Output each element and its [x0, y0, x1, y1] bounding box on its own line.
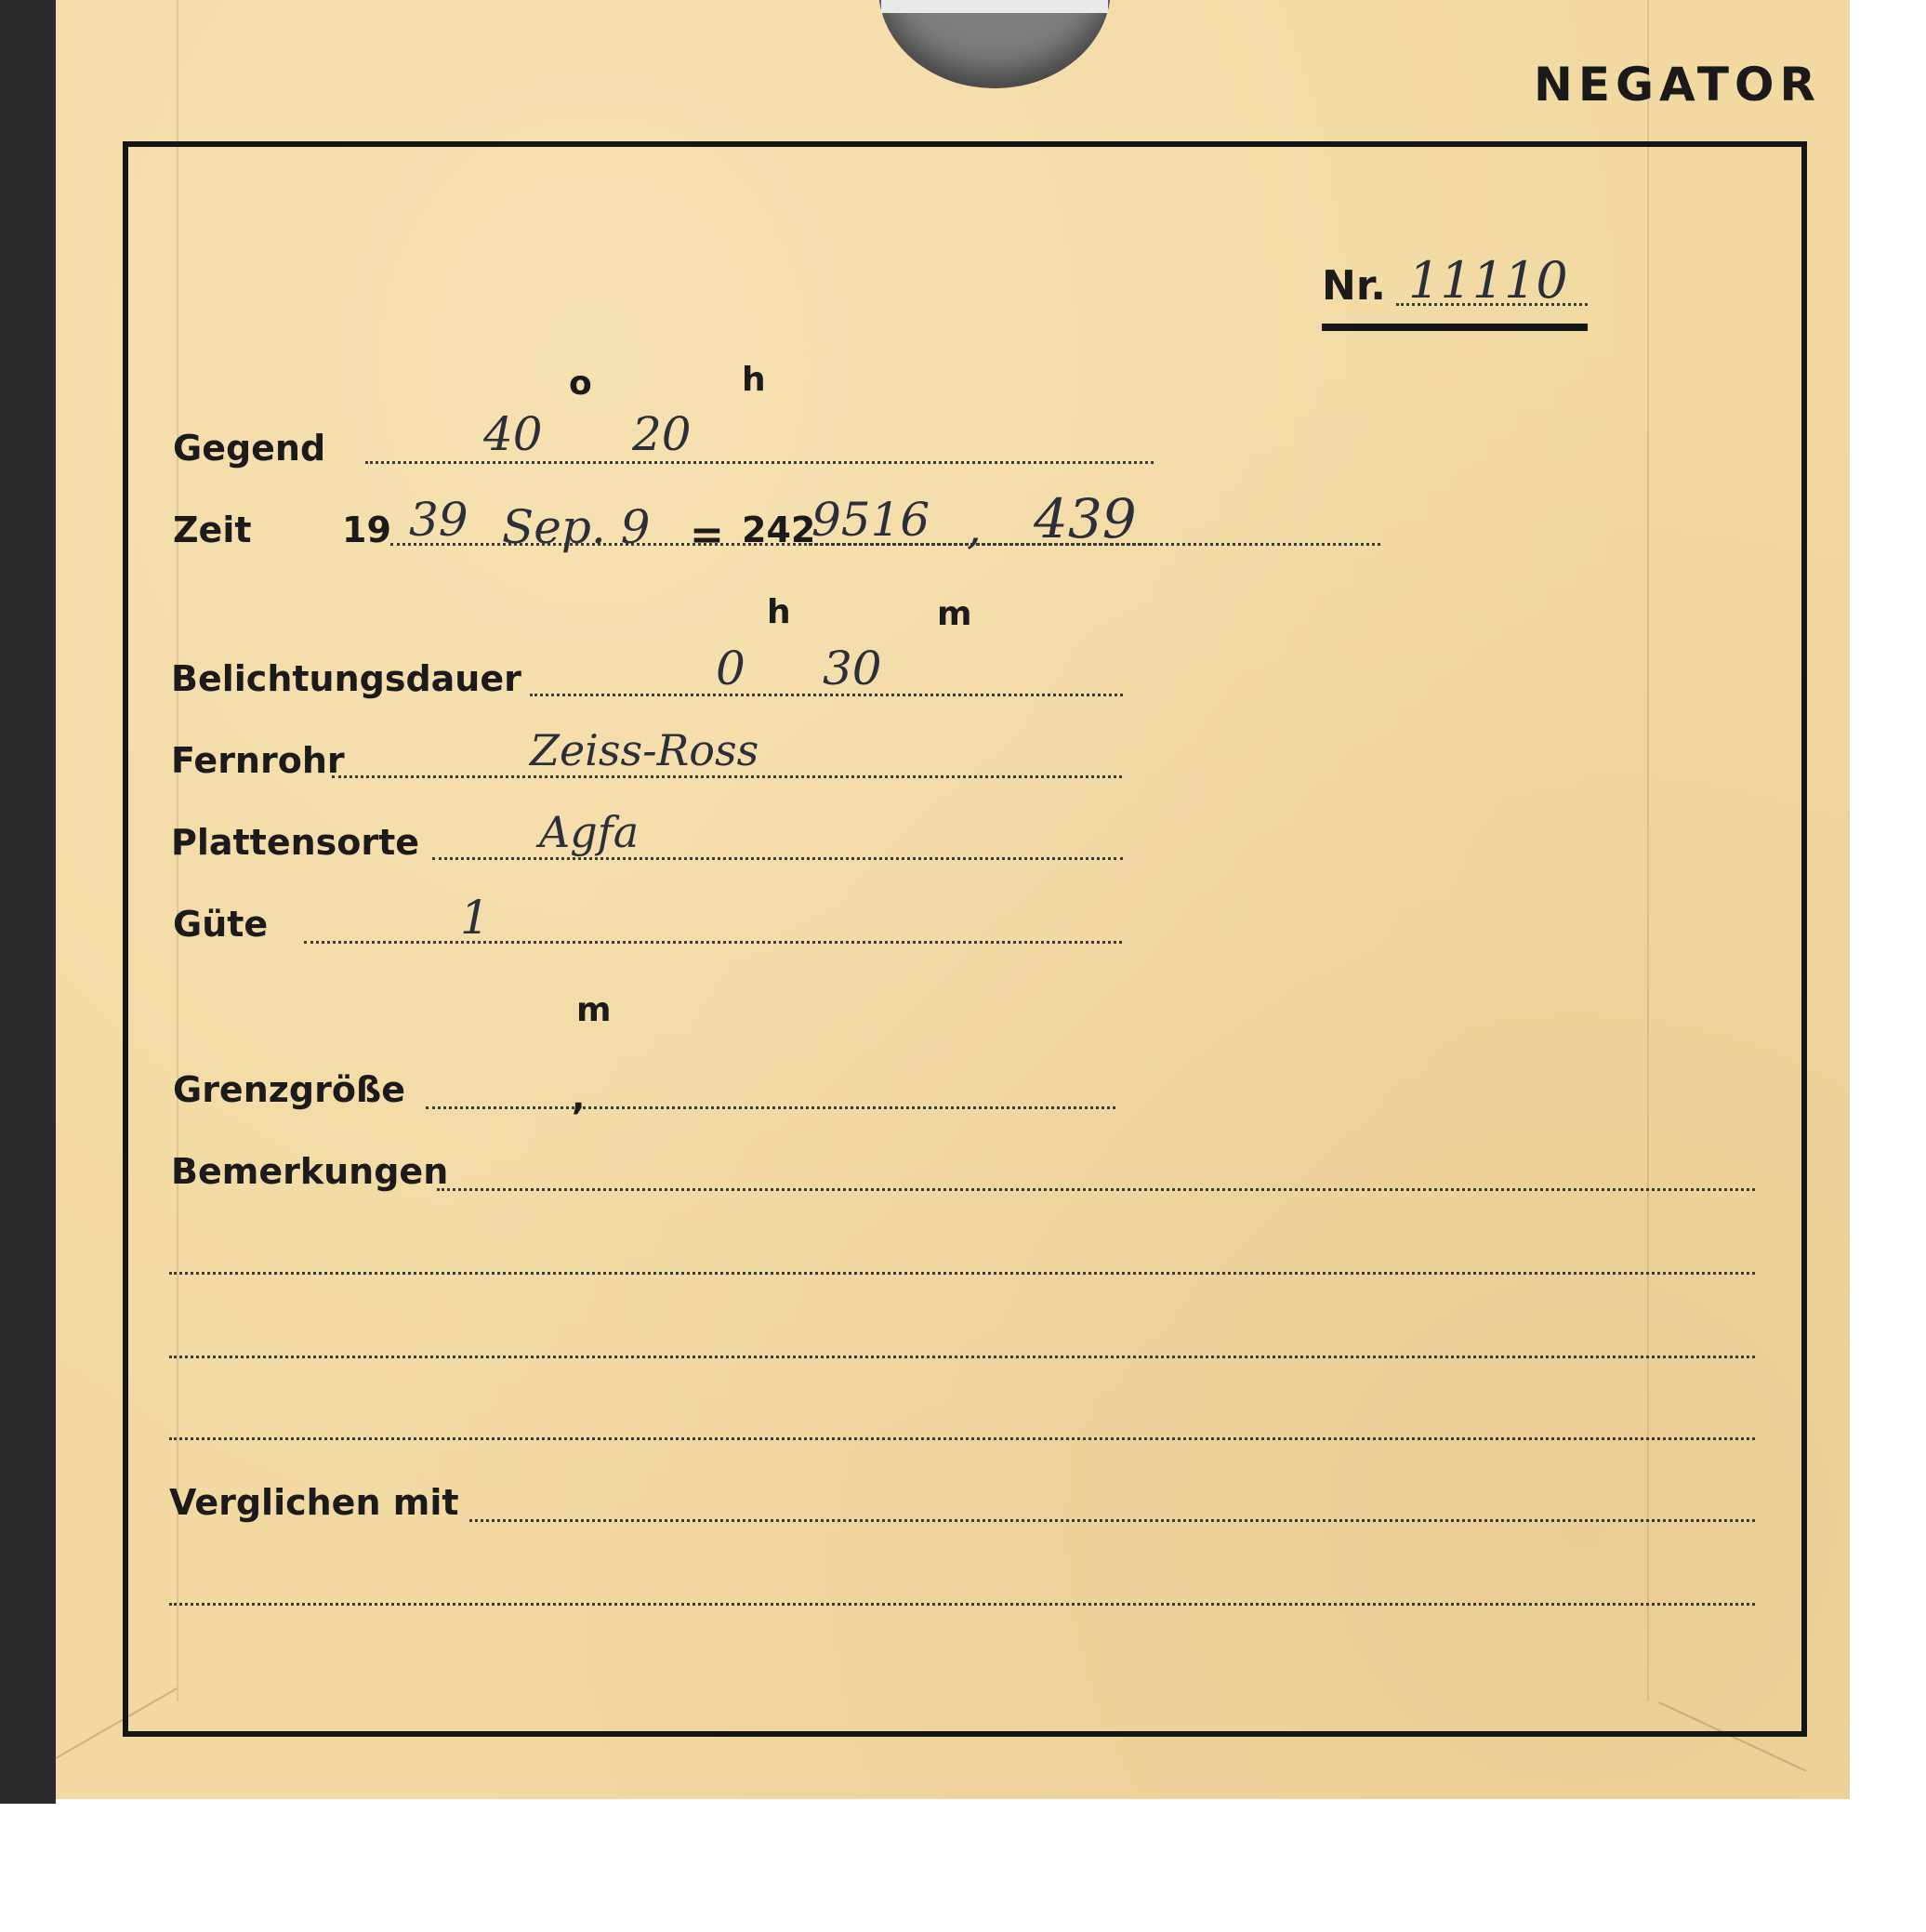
bemerkungen-line-1 — [437, 1188, 1755, 1191]
grenz-unit-m: m — [576, 991, 612, 1029]
zeit-date: Sep. 9 — [502, 500, 651, 554]
gegend-value-deg: 40 — [483, 407, 543, 461]
grenz-comma: , — [572, 1077, 586, 1118]
verglichen-line-2 — [169, 1603, 1755, 1606]
number-label: Nr. — [1322, 262, 1386, 310]
bemerkungen-label: Bemerkungen — [171, 1151, 449, 1192]
guete-value: 1 — [460, 891, 490, 945]
notch-edge — [881, 0, 1108, 13]
zeit-jd-value: 9516 — [811, 493, 930, 547]
fernrohr-value: Zeiss-Ross — [530, 725, 759, 775]
gegend-value-h: 20 — [632, 407, 692, 461]
zeit-year-prefix: 19 — [342, 509, 391, 550]
zeit-jd-fraction: 439 — [1034, 487, 1137, 550]
verglichen-label: Verglichen mit — [169, 1482, 459, 1523]
fernrohr-label: Fernrohr — [171, 740, 345, 781]
guete-line — [304, 941, 1122, 944]
zeit-year: 39 — [409, 493, 468, 547]
zeit-jd-comma: , — [967, 500, 982, 554]
binder-spine — [0, 0, 56, 1804]
belichtung-label: Belichtungsdauer — [171, 658, 521, 699]
grenz-label: Grenzgröße — [173, 1069, 406, 1110]
belichtung-unit-m: m — [937, 595, 972, 633]
bemerkungen-line-2 — [169, 1272, 1755, 1275]
plattensorte-line — [432, 857, 1123, 860]
gegend-unit-h: h — [742, 361, 766, 399]
thumb-notch — [878, 0, 1111, 88]
belichtung-value-h: 0 — [716, 642, 745, 695]
plattensorte-value: Agfa — [539, 807, 640, 857]
plattensorte-label: Plattensorte — [171, 822, 420, 863]
gegend-unit-o: o — [569, 364, 592, 403]
belichtung-value-m: 30 — [823, 642, 882, 695]
brand-title: NEGATOR — [1534, 58, 1821, 112]
number-underline — [1322, 324, 1588, 331]
fernrohr-line — [332, 775, 1122, 778]
verglichen-line-1 — [469, 1519, 1755, 1522]
bemerkungen-line-3 — [169, 1356, 1755, 1358]
gegend-label: Gegend — [173, 428, 326, 469]
zeit-label: Zeit — [173, 509, 252, 550]
bemerkungen-line-4 — [169, 1437, 1755, 1440]
zeit-jd-prefix: 242 — [742, 509, 816, 550]
belichtung-unit-h: h — [767, 593, 791, 631]
number-value: 11110 — [1408, 251, 1568, 310]
guete-label: Güte — [173, 904, 269, 945]
zeit-equals: = — [690, 511, 724, 559]
grenz-line — [426, 1106, 1115, 1109]
gegend-line — [365, 461, 1154, 464]
